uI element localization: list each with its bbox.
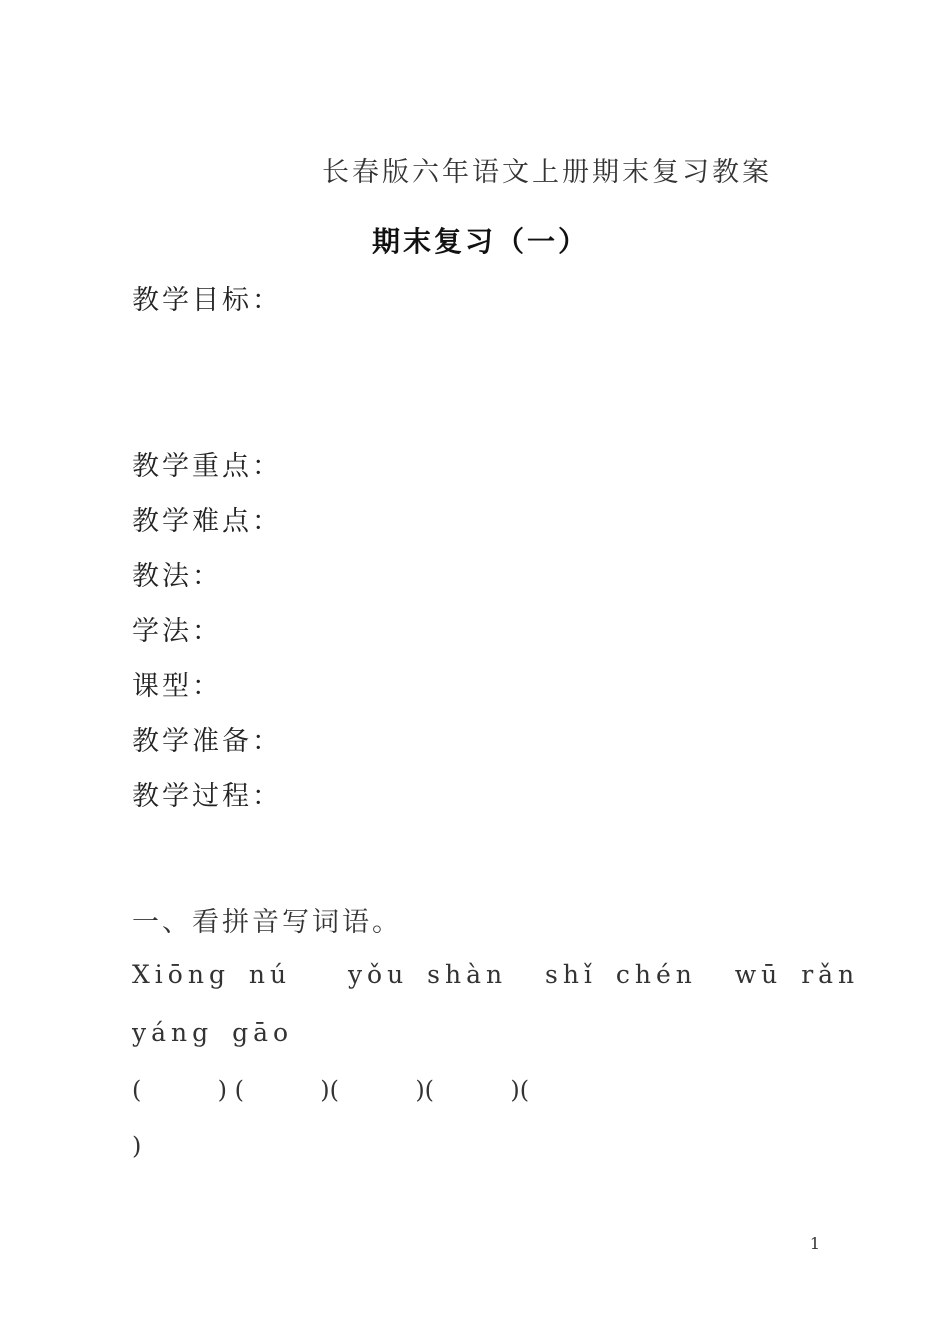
document-title: 长春版六年语文上册期末复习教案 [322, 157, 772, 188]
answer-brackets: ( ) ( )( )( )( [132, 1076, 530, 1104]
exercise-heading: 一、看拼音写词语。 [132, 907, 402, 938]
pinyin-line: yáng gāo [132, 1018, 294, 1047]
field-teaching-objectives: 教学目标： [132, 285, 282, 316]
field-learning-method: 学法： [132, 616, 222, 647]
field-difficulties: 教学难点： [132, 506, 282, 537]
pinyin-line: Xiōng nú yǒu shàn shǐ chén wū rǎn [132, 960, 860, 989]
field-preparation: 教学准备： [132, 726, 282, 757]
page-number: 1 [809, 1234, 820, 1253]
section-title: 期末复习（一） [372, 225, 590, 258]
answer-brackets: ) [132, 1132, 142, 1160]
field-lesson-type: 课型： [132, 671, 222, 702]
field-process: 教学过程： [132, 781, 282, 812]
field-teaching-method: 教法： [132, 561, 222, 592]
field-key-points: 教学重点： [132, 451, 282, 482]
